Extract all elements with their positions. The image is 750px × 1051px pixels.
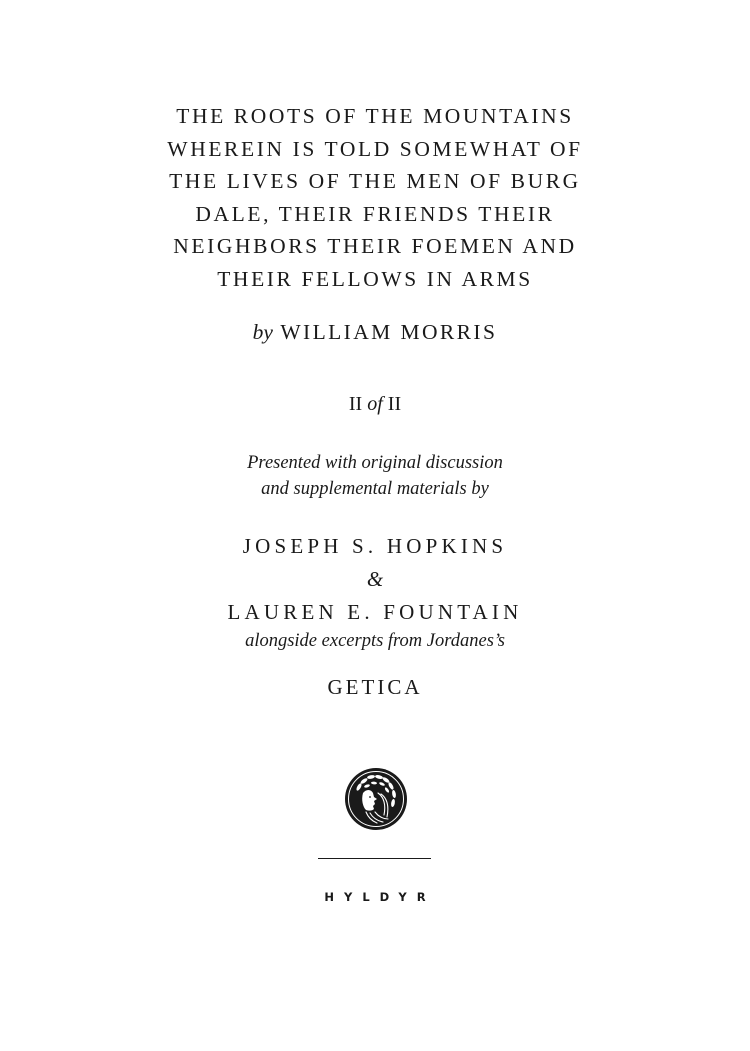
title-line: THE LIVES OF THE MEN OF BURG <box>169 169 581 193</box>
title-line: NEIGHBORS THEIR FOEMEN AND <box>173 234 577 258</box>
volume-of: of <box>367 393 383 415</box>
volume-total: II <box>387 393 402 415</box>
presented-line: Presented with original discussion <box>247 453 503 473</box>
presented-by-text <box>0 450 750 502</box>
publisher-name: HYLDYR <box>324 890 436 904</box>
editor-ampersand: & <box>366 567 384 591</box>
author-prefix: by <box>252 320 273 344</box>
editor-first: JOSEPH S. HOPKINS <box>242 534 508 558</box>
editor-line <box>0 530 750 596</box>
title-line: THE ROOTS OF THE MOUNTAINS <box>176 104 574 128</box>
author-line <box>0 318 750 346</box>
alongside-text: alongside excerpts from Jordanes’s <box>245 631 505 651</box>
presented-line: and supplemental materials by <box>261 479 489 499</box>
title-line: THEIR FELLOWS IN ARMS <box>217 266 533 291</box>
work-title: GETICA <box>327 675 423 699</box>
publisher-emblem-icon <box>344 767 408 831</box>
author-name: WILLIAM MORRIS <box>280 320 498 344</box>
book-title <box>0 100 750 295</box>
divider-rule <box>318 858 431 859</box>
volume-indicator <box>0 391 750 417</box>
title-line: WHEREIN IS TOLD SOMEWHAT OF <box>167 136 583 161</box>
editor-second: LAUREN E. FOUNTAIN <box>227 600 523 624</box>
editors <box>0 530 750 629</box>
volume-number: II <box>348 393 363 415</box>
title-line: DALE, THEIR FRIENDS THEIR <box>195 201 555 226</box>
